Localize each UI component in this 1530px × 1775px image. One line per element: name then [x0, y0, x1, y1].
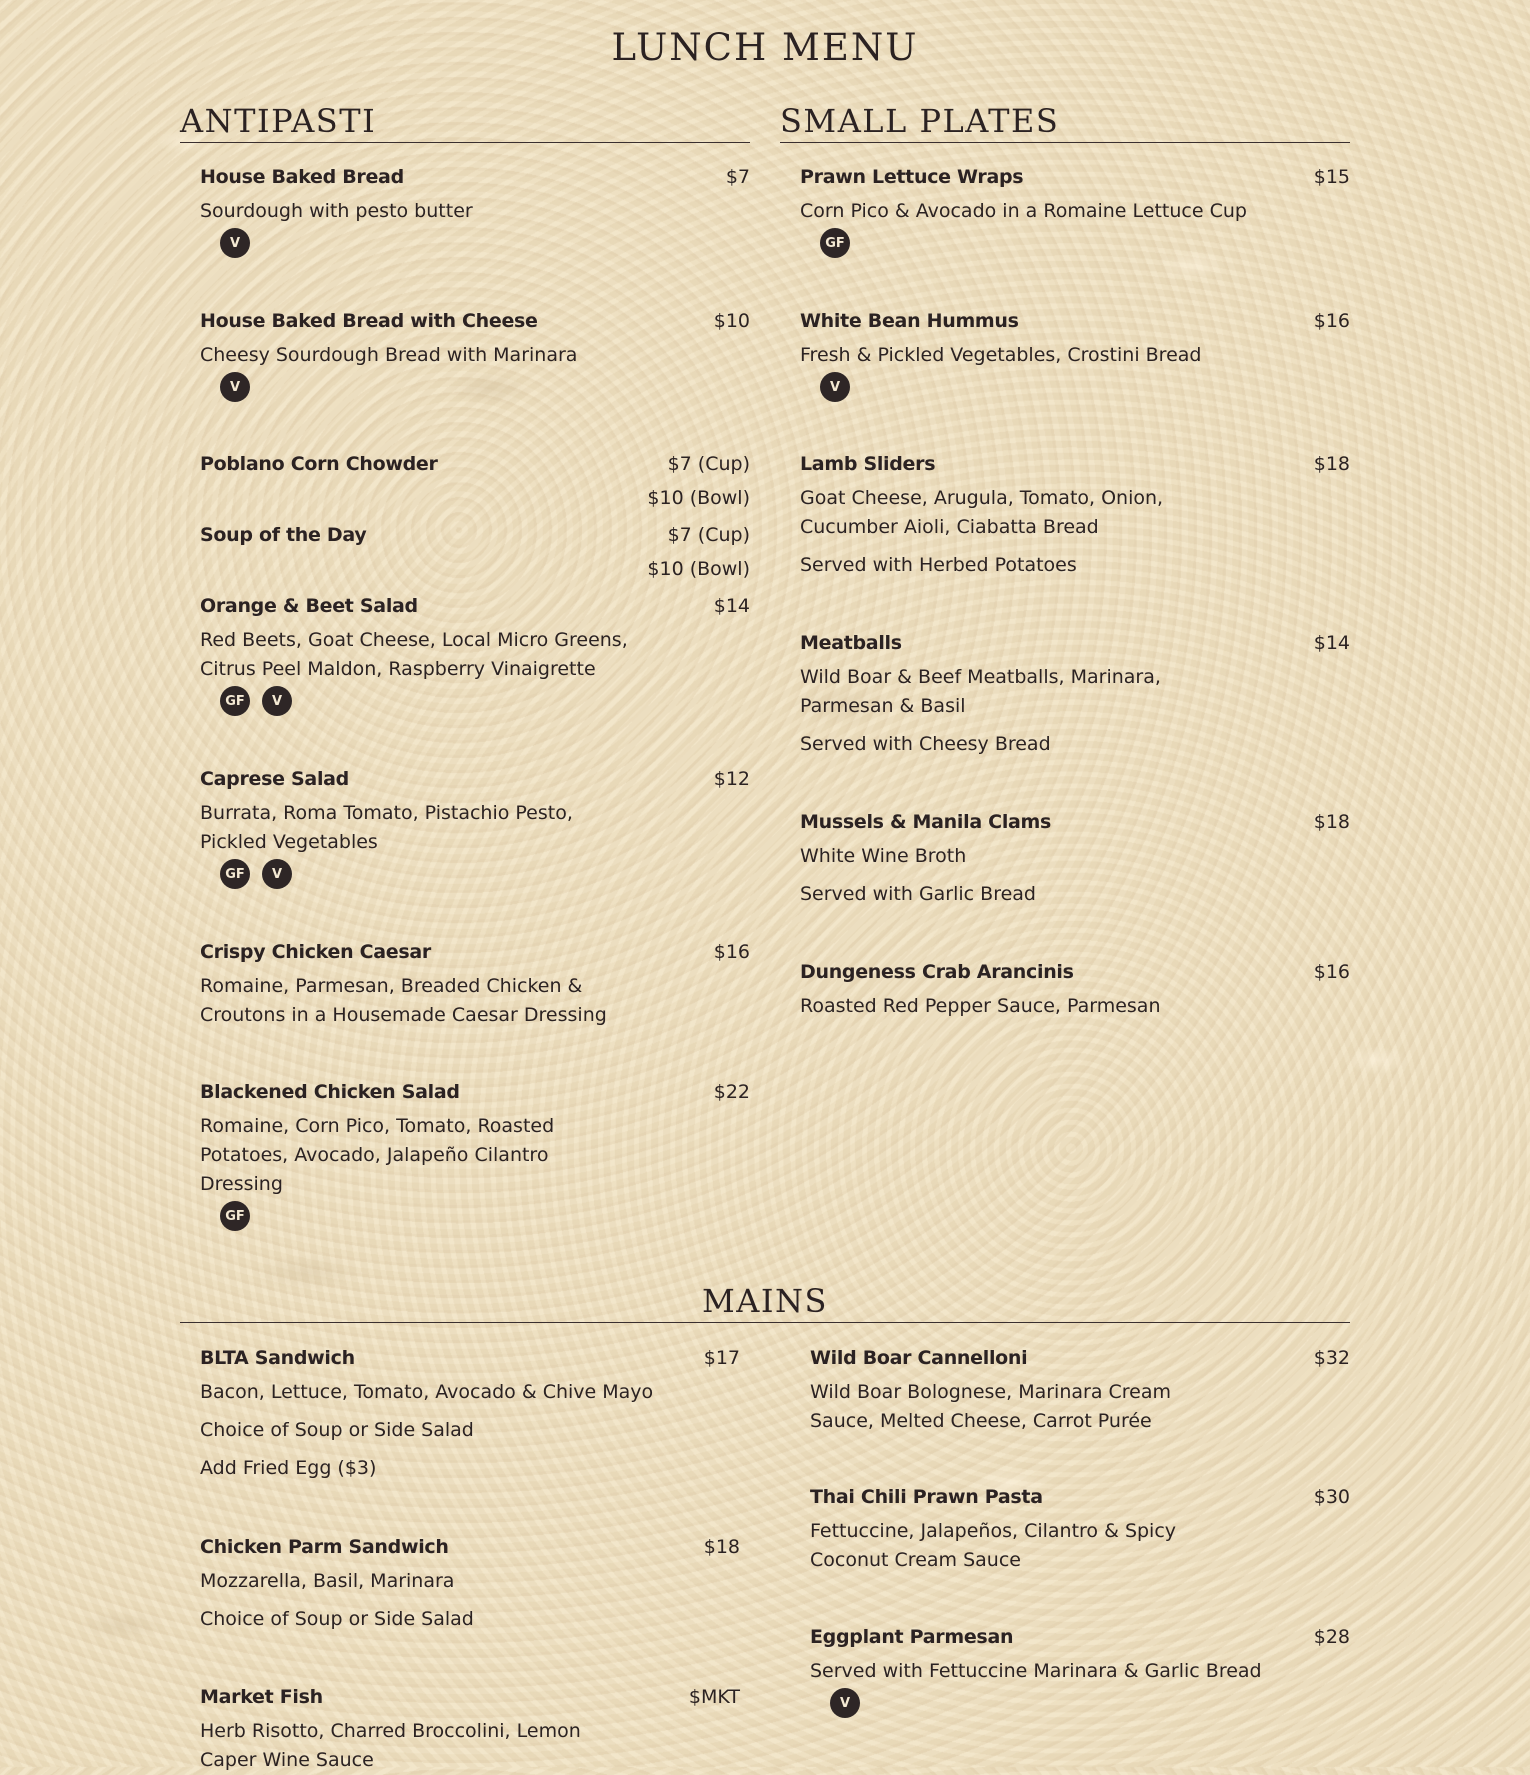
item-price: $16: [1313, 310, 1350, 332]
menu-item: [200, 166, 750, 258]
menu-item: [200, 310, 750, 402]
section-heading-antipasti: ANTIPASTI: [180, 102, 750, 143]
item-price: $MKT: [688, 1686, 740, 1708]
item-name: Eggplant Parmesan: [810, 1626, 1014, 1648]
item-description: Romaine, Parmesan, Breaded Chicken & Croutons in a Housemade Caesar Dressing: [200, 975, 607, 1026]
item-name: Soup of the Day: [200, 524, 367, 546]
item-price-cup: $7 (Cup): [667, 453, 750, 475]
item-price: $14: [713, 595, 750, 617]
menu-item: [800, 166, 1350, 258]
item-side-note: Choice of Soup or Side Salad: [200, 1608, 474, 1630]
vegetarian-badge: V: [262, 686, 292, 716]
item-description: Burrata, Roma Tomato, Pistachio Pesto, Pickled Vegetables: [200, 802, 573, 853]
menu-item: [800, 632, 1350, 759]
item-description: Goat Cheese, Arugula, Tomato, Onion, Cucumber Aioli, Ciabatta Bread: [800, 487, 1164, 538]
menu-item: [800, 961, 1350, 1021]
item-side-note: Served with Cheesy Bread: [800, 733, 1051, 755]
item-price: $30: [1313, 1486, 1350, 1508]
item-name: Wild Boar Cannelloni: [810, 1347, 1028, 1369]
menu-item: [200, 1081, 750, 1231]
item-name: Lamb Sliders: [800, 453, 936, 475]
item-description: Fresh & Pickled Vegetables, Crostini Bread: [800, 344, 1202, 366]
menu-item: [200, 595, 750, 716]
vegetarian-badge: V: [262, 859, 292, 889]
item-price-bowl: $10 (Bowl): [647, 558, 750, 580]
item-description: Corn Pico & Avocado in a Romaine Lettuce Cup: [800, 200, 1247, 222]
item-name: Blackened Chicken Salad: [200, 1081, 460, 1103]
menu-item: [200, 1536, 740, 1634]
item-name: Dungeness Crab Arancinis: [800, 961, 1074, 983]
item-name: Caprese Salad: [200, 768, 349, 790]
menu-item: [200, 453, 750, 513]
item-name: Mussels & Manila Clams: [800, 811, 1052, 833]
item-price: $14: [1313, 632, 1350, 654]
item-price: $18: [703, 1536, 740, 1558]
item-name: White Bean Hummus: [800, 310, 1019, 332]
section-heading-mains: MAINS: [180, 1282, 1350, 1323]
item-price: $16: [1313, 961, 1350, 983]
item-name: Market Fish: [200, 1686, 323, 1708]
item-price: $18: [1313, 453, 1350, 475]
item-name: House Baked Bread: [200, 166, 404, 188]
menu-item: [200, 941, 750, 1030]
item-price-cup: $7 (Cup): [667, 524, 750, 546]
item-name: Chicken Parm Sandwich: [200, 1536, 449, 1558]
vegetarian-badge: V: [830, 1688, 860, 1718]
menu-item: [810, 1347, 1350, 1436]
gluten-free-badge: GF: [220, 1201, 250, 1231]
menu-item: [200, 768, 750, 889]
item-name: Poblano Corn Chowder: [200, 453, 438, 475]
item-description: Herb Risotto, Charred Broccolini, Lemon Caper Wine Sauce: [200, 1720, 581, 1771]
vegetarian-badge: V: [220, 372, 250, 402]
item-side-note: Served with Garlic Bread: [800, 883, 1036, 905]
item-description: Mozzarella, Basil, Marinara: [200, 1570, 455, 1592]
vegetarian-badge: V: [220, 228, 250, 258]
item-description: Roasted Red Pepper Sauce, Parmesan: [800, 995, 1161, 1017]
item-description: Red Beets, Goat Cheese, Local Micro Greens, Citrus Peel Maldon, Raspberry Vinaigrette: [200, 629, 628, 680]
item-price: $15: [1313, 166, 1350, 188]
item-description: Fettuccine, Jalapeños, Cilantro & Spicy Coconut Cream Sauce: [810, 1520, 1177, 1571]
item-description: Wild Boar Bolognese, Marinara Cream Sauce, Melted Cheese, Carrot Purée: [810, 1381, 1172, 1432]
item-price: $7: [725, 166, 750, 188]
item-description: Wild Boar & Beef Meatballs, Marinara, Parmesan & Basil: [800, 666, 1161, 717]
item-side-note: Served with Herbed Potatoes: [800, 554, 1077, 576]
item-description: Sourdough with pesto butter: [200, 200, 473, 222]
menu-item: [810, 1486, 1350, 1575]
vegetarian-badge: V: [820, 372, 850, 402]
item-price: $16: [713, 941, 750, 963]
item-price: $28: [1313, 1626, 1350, 1648]
gluten-free-badge: GF: [820, 228, 850, 258]
gluten-free-badge: GF: [220, 859, 250, 889]
item-price: $12: [713, 768, 750, 790]
menu-item: [810, 1626, 1350, 1718]
item-name: Thai Chili Prawn Pasta: [810, 1486, 1043, 1508]
menu-item: [200, 1686, 740, 1775]
item-price: $17: [703, 1347, 740, 1369]
menu-item: [800, 310, 1350, 402]
menu-item: [800, 453, 1350, 580]
item-description: White Wine Broth: [800, 845, 967, 867]
item-name: Crispy Chicken Caesar: [200, 941, 431, 963]
item-price: $32: [1313, 1347, 1350, 1369]
item-name: Orange & Beet Salad: [200, 595, 418, 617]
menu-item: [200, 524, 750, 584]
item-price: $18: [1313, 811, 1350, 833]
item-add-on: Add Fried Egg ($3): [200, 1457, 377, 1479]
item-name: Prawn Lettuce Wraps: [800, 166, 1024, 188]
menu-item: [800, 811, 1350, 909]
item-description: Served with Fettuccine Marinara & Garlic Bread: [810, 1660, 1262, 1682]
item-price: $22: [713, 1081, 750, 1103]
item-side-note: Choice of Soup or Side Salad: [200, 1419, 474, 1441]
item-description: Cheesy Sourdough Bread with Marinara: [200, 344, 578, 366]
page-title: LUNCH MENU: [611, 26, 919, 69]
item-price-bowl: $10 (Bowl): [647, 487, 750, 509]
item-price: $10: [713, 310, 750, 332]
gluten-free-badge: GF: [220, 686, 250, 716]
menu-item: [200, 1347, 740, 1483]
section-heading-small-plates: SMALL PLATES: [780, 102, 1350, 143]
item-name: Meatballs: [800, 632, 902, 654]
item-description: Bacon, Lettuce, Tomato, Avocado & Chive Mayo: [200, 1381, 654, 1403]
item-name: House Baked Bread with Cheese: [200, 310, 538, 332]
item-name: BLTA Sandwich: [200, 1347, 355, 1369]
item-description: Romaine, Corn Pico, Tomato, Roasted Potatoes, Avocado, Jalapeño Cilantro Dressing: [200, 1115, 555, 1195]
